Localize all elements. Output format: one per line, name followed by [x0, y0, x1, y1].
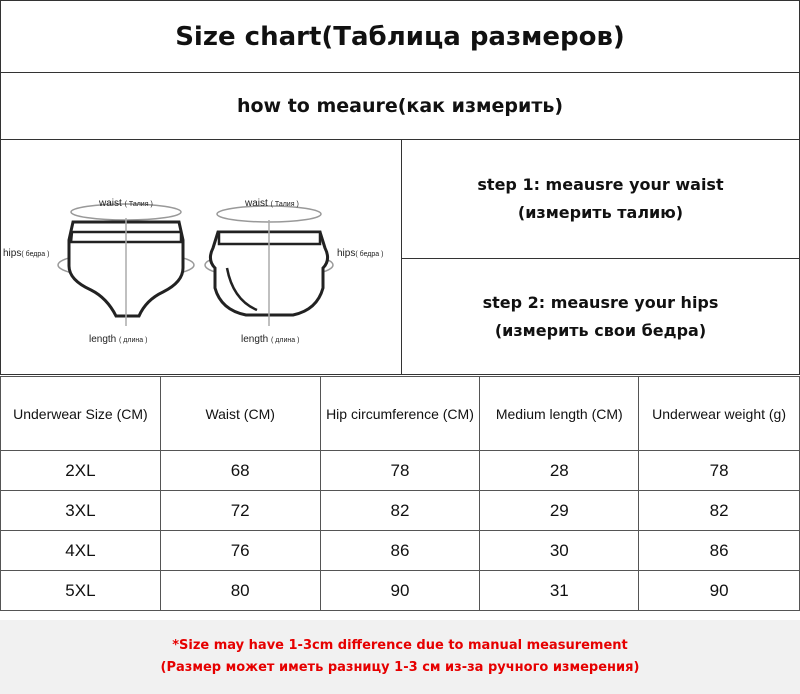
- svg-text:length ( длина ): [241, 334, 299, 345]
- cell-weight: 86: [639, 531, 800, 571]
- step-2-translation: (измерить свои бедра): [494, 320, 707, 340]
- title-text: Size chart(Таблица размеров): [175, 21, 625, 52]
- cell-waist: 76: [160, 531, 320, 571]
- table-row: [1, 451, 800, 491]
- measurement-disclaimer: [0, 620, 800, 694]
- table-row: [1, 571, 800, 611]
- header-weight: Underwear weight (g): [639, 377, 800, 451]
- hips-label-right: hips: [337, 248, 356, 259]
- cell-hip: 78: [320, 451, 480, 491]
- svg-text:hips( бедра ): [3, 248, 49, 259]
- cell-size: 2XL: [1, 451, 161, 491]
- step-2-title: step 2: meausre your hips: [482, 292, 719, 312]
- table-row: [1, 491, 800, 531]
- brief-illustration-left: [3, 198, 194, 345]
- header-size: Underwear Size (CM): [1, 377, 161, 451]
- length-label-ru-left: ( длина ): [119, 337, 148, 344]
- waist-label-left: waist: [99, 198, 122, 209]
- cell-size: 5XL: [1, 571, 161, 611]
- step-1-title: step 1: meausre your waist: [477, 175, 724, 194]
- subtitle-text: how to meaure(как измерить): [236, 95, 564, 117]
- svg-text:length ( длина ): [89, 334, 147, 345]
- table-header-row: [1, 377, 800, 451]
- disclaimer-line-2: (Размер может иметь разницу 1-3 см из-за ручного измерения): [160, 660, 640, 675]
- cell-length: 29: [480, 491, 639, 531]
- measurement-illustration: [0, 139, 402, 375]
- cell-length: 31: [480, 571, 639, 611]
- cell-length: 28: [480, 451, 639, 491]
- cell-hip: 82: [320, 491, 480, 531]
- step-2-panel: [401, 258, 800, 375]
- step-1-panel: [401, 139, 800, 259]
- svg-text:hips( бедра ): [337, 248, 383, 259]
- cell-hip: 90: [320, 571, 480, 611]
- cell-waist: 68: [160, 451, 320, 491]
- table-row: [1, 531, 800, 571]
- waist-label-ru-right: ( Талия ): [270, 201, 299, 208]
- header-waist: Waist (CM): [160, 377, 320, 451]
- cell-waist: 80: [160, 571, 320, 611]
- cell-size: 4XL: [1, 531, 161, 571]
- cell-size: 3XL: [1, 491, 161, 531]
- cell-weight: 78: [639, 451, 800, 491]
- cell-length: 30: [480, 531, 639, 571]
- underwear-diagram: [1, 140, 401, 374]
- page-title: [0, 0, 800, 73]
- header-hip: Hip circumference (CM): [320, 377, 480, 451]
- step-1-translation: (измерить талию): [517, 203, 684, 222]
- hips-label-left: hips: [3, 248, 22, 259]
- length-label-right: length: [241, 334, 269, 345]
- header-length: Medium length (CM): [480, 377, 639, 451]
- length-label-left: length: [89, 334, 117, 345]
- cell-weight: 90: [639, 571, 800, 611]
- brief-illustration-right: [205, 198, 383, 345]
- cell-hip: 86: [320, 531, 480, 571]
- hips-label-ru-left: ( бедра ): [21, 251, 50, 258]
- cell-waist: 72: [160, 491, 320, 531]
- svg-text:waist ( Талия ): [244, 198, 299, 209]
- cell-weight: 82: [639, 491, 800, 531]
- section-heading: [0, 72, 800, 140]
- waist-label-right: waist: [245, 198, 268, 209]
- length-label-ru-right: ( длина ): [271, 337, 300, 344]
- waist-label-ru-left: ( Талия ): [124, 201, 153, 208]
- disclaimer-line-1: *Size may have 1-3cm difference due to manual measurement: [172, 638, 628, 653]
- svg-text:waist ( Талия ): [98, 198, 153, 209]
- hips-label-ru-right: ( бедра ): [355, 251, 384, 258]
- size-table: [0, 376, 800, 611]
